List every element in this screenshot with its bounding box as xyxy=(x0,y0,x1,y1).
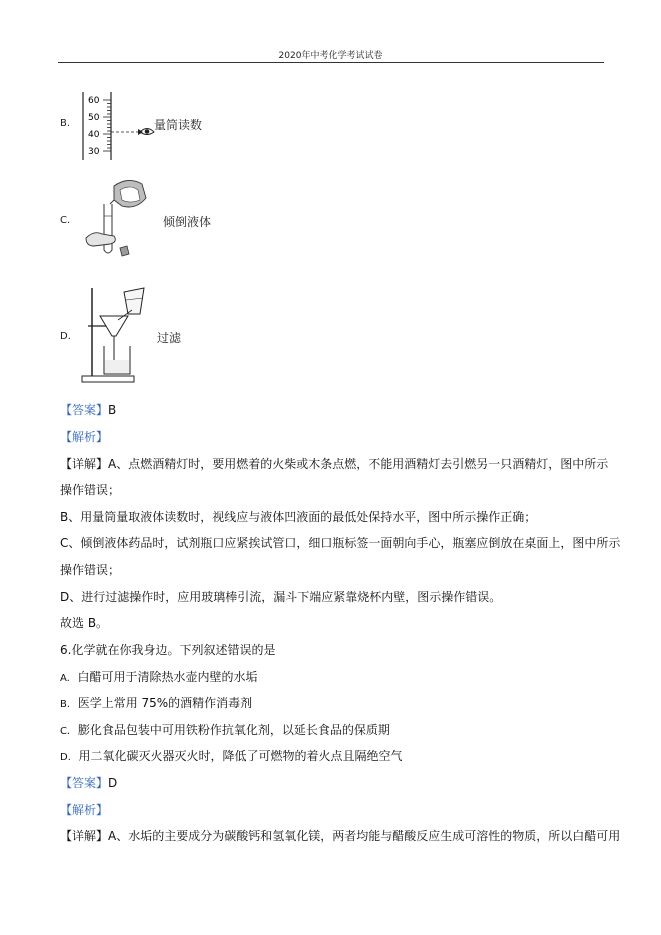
filtration-figure xyxy=(80,280,158,386)
q6-answer-value: D xyxy=(108,776,118,790)
option-text: 医学上常用 75%的酒精作消毒剂 xyxy=(77,696,253,710)
q6-detail-tag: 【详解】 xyxy=(60,829,109,843)
q5-detail-text: A、点燃酒精灯时，要用燃着的火柴或木条点燃，不能用酒精灯去引燃另一只酒精灯，图中所示 xyxy=(108,457,609,471)
q6-analysis-tag: 【解析】 xyxy=(60,803,109,817)
option-c-caption: 倾倒液体 xyxy=(163,215,212,229)
q5-answer-tag: 【答案】 xyxy=(60,403,109,417)
tick-label: 30 xyxy=(88,147,100,157)
q6-stem: 6.化学就在你我身边。下列叙述错误的是 xyxy=(60,643,276,657)
tick-label: 40 xyxy=(88,130,100,140)
pouring-liquid-figure xyxy=(80,176,160,262)
q6-option-a xyxy=(60,669,258,687)
q5-analysis-heading xyxy=(60,429,108,445)
tick-label: 50 xyxy=(88,113,100,123)
q5-detail-line: D、进行过滤操作时，应用玻璃棒引流，漏斗下端应紧靠烧杯内壁，图示操作错误。 xyxy=(60,590,502,604)
q5-detail-line: C、倾倒液体药品时，试剂瓶口应紧挨试管口，细口瓶标签一面朝向手心，瓶塞应倒放在桌面上，图中所示 xyxy=(60,536,621,550)
q5-answer-value: B xyxy=(108,403,117,417)
option-text: 膨化食品包装中可用铁粉作抗氧化剂，以延长食品的保质期 xyxy=(77,723,390,737)
option-text: 白醋可用于清除热水壶内壁的水垢 xyxy=(77,670,258,684)
page-header: 2020年中考化学考试试卷 xyxy=(278,51,383,61)
header-rule xyxy=(58,62,604,63)
q5-detail-line xyxy=(60,456,608,472)
q6-detail-line xyxy=(60,828,620,844)
q5-conclusion: 故选 B。 xyxy=(60,616,109,630)
q5-detail-line: 操作错误； xyxy=(60,483,121,497)
tick-label: 60 xyxy=(88,96,100,106)
option-d-label: D. xyxy=(60,331,71,342)
q6-option-c xyxy=(60,722,390,740)
option-b-label: B. xyxy=(60,118,71,129)
option-label: B. xyxy=(60,699,71,710)
q6-analysis-heading xyxy=(60,802,108,818)
q5-answer xyxy=(60,402,116,418)
q6-detail-text: A、水垢的主要成分为碳酸钙和氢氧化镁，两者均能与醋酸反应生成可溶性的物质，所以白醋可用 xyxy=(108,829,621,843)
option-b-caption: 量筒读数 xyxy=(154,118,203,132)
option-d-caption: 过滤 xyxy=(157,331,182,345)
q5-analysis-tag: 【解析】 xyxy=(60,430,109,444)
q5-detail-line: 操作错误； xyxy=(60,563,121,577)
q6-answer xyxy=(60,775,117,791)
option-label: A. xyxy=(60,673,70,684)
option-text: 用二氧化碳灭火器灭火时，降低了可燃物的着火点且隔绝空气 xyxy=(78,749,403,763)
q6-answer-tag: 【答案】 xyxy=(60,776,109,790)
q5-detail-line: B、用量筒量取液体读数时，视线应与液体凹液面的最低处保持水平，图中所示操作正确； xyxy=(60,510,537,524)
graduated-cylinder-figure xyxy=(80,88,160,162)
option-c-label: C. xyxy=(60,215,71,226)
option-label: C. xyxy=(60,726,71,737)
q6-option-b xyxy=(60,695,252,713)
q5-detail-tag: 【详解】 xyxy=(60,457,109,471)
option-label: D. xyxy=(60,752,71,763)
q6-option-d xyxy=(60,748,403,766)
